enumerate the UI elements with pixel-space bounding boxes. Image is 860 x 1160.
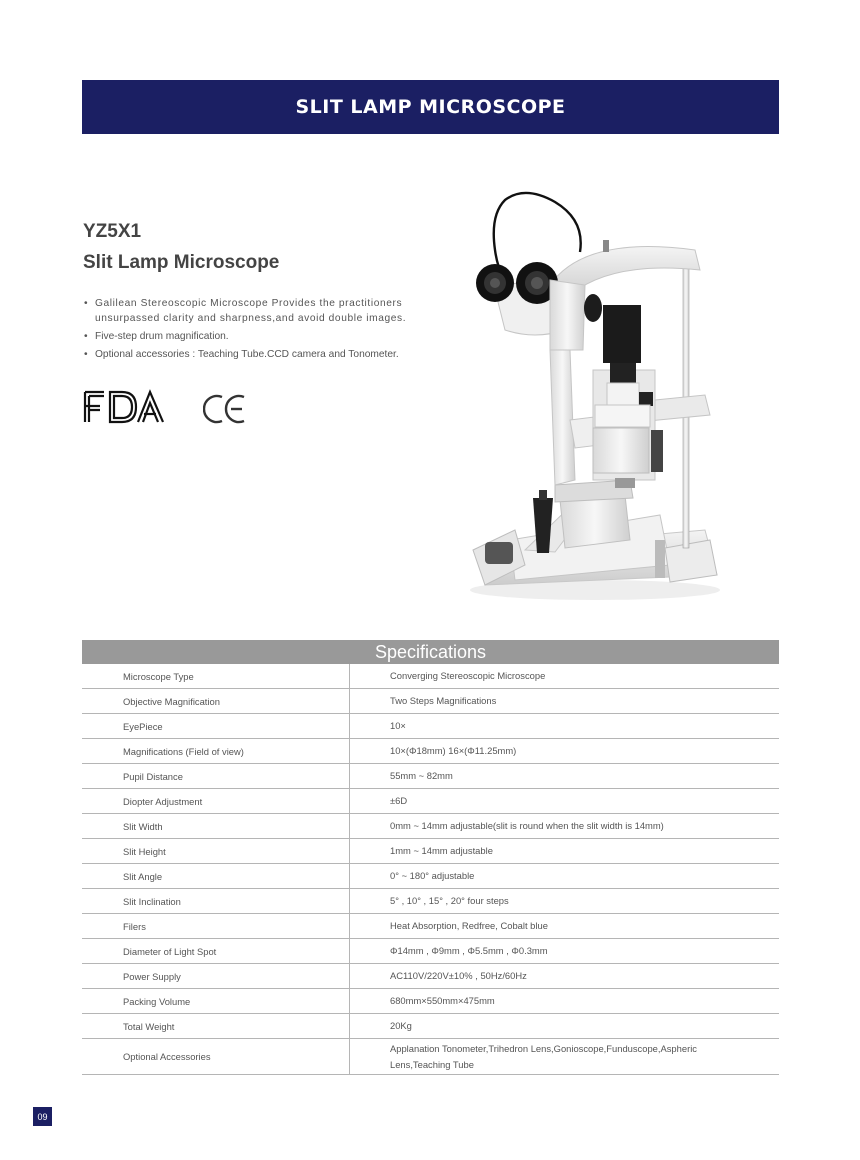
spec-row [82,864,779,889]
feature-list [84,296,454,365]
feature-item [84,296,454,326]
spec-label: Filers [82,914,350,939]
spec-label: Diameter of Light Spot [82,939,350,964]
spec-label: Slit Angle [82,864,350,889]
specifications-table [82,664,779,1075]
spec-label: Power Supply [82,964,350,989]
spec-row [82,739,779,764]
spec-value: 5° , 10° , 15° , 20° four steps [350,889,780,914]
spec-value: 0° ~ 180° adjustable [350,864,780,889]
specifications-body [82,664,779,1075]
slit-lamp-microscope-image [455,180,730,605]
spec-value: Converging Stereoscopic Microscope [350,664,780,689]
product-name: Slit Lamp Microscope [83,252,280,273]
bullet: • [84,298,88,309]
page-number-text: 09 [37,1111,48,1122]
spec-row [82,939,779,964]
specifications-header [82,640,779,664]
spec-value: 20Kg [350,1014,780,1039]
spec-row [82,789,779,814]
spec-value: ±6D [350,789,780,814]
spec-label: EyePiece [82,714,350,739]
page-number [33,1107,52,1126]
spec-label: Optional Accessories [82,1039,350,1075]
bullet: • [84,349,88,360]
spec-row [82,889,779,914]
spec-row [82,964,779,989]
feature-text: Optional accessories : Teaching Tube.CCD camera and Tonometer. [95,349,399,360]
specifications-title: Specifications [374,641,487,662]
spec-label: Pupil Distance [82,764,350,789]
spec-value: 1mm ~ 14mm adjustable [350,839,780,864]
spec-value: 55mm ~ 82mm [350,764,780,789]
fda-logo-icon [82,389,166,425]
spec-row [82,664,779,689]
ce-mark-icon [203,392,247,426]
spec-value: 10×(Φ18mm) 16×(Φ11.25mm) [350,739,780,764]
spec-label: Slit Width [82,814,350,839]
spec-value: 680mm×550mm×475mm [350,989,780,1014]
feature-text: Galilean Stereoscopic Microscope Provides the practitioners unsurpassed clarity and sharpness,and avoid double images. [95,298,407,324]
spec-label: Objective Magnification [82,689,350,714]
spec-value: Heat Absorption, Redfree, Cobalt blue [350,914,780,939]
spec-label: Packing Volume [82,989,350,1014]
feature-item [84,329,454,344]
spec-label: Magnifications (Field of view) [82,739,350,764]
spec-row [82,839,779,864]
spec-row [82,989,779,1014]
spec-label: Slit Inclination [82,889,350,914]
spec-value: Φ14mm , Φ9mm , Φ5.5mm , Φ0.3mm [350,939,780,964]
banner-title: SLIT LAMP MICROSCOPE [295,96,566,118]
spec-value: AC110V/220V±10% , 50Hz/60Hz [350,964,780,989]
feature-item [84,347,454,362]
spec-value: 0mm ~ 14mm adjustable(slit is round when the slit width is 14mm) [350,814,780,839]
spec-label: Total Weight [82,1014,350,1039]
spec-label: Diopter Adjustment [82,789,350,814]
feature-text: Five-step drum magnification. [95,331,229,342]
spec-label: Microscope Type [82,664,350,689]
spec-row [82,714,779,739]
spec-row [82,1014,779,1039]
page-banner [82,80,779,134]
spec-row [82,689,779,714]
spec-row [82,914,779,939]
spec-value: 10× [350,714,780,739]
spec-row [82,764,779,789]
spec-value: Two Steps Magnifications [350,689,780,714]
spec-row [82,814,779,839]
spec-row [82,1039,779,1075]
bullet: • [84,331,88,342]
spec-value: Applanation Tonometer,Trihedron Lens,Gonioscope,Funduscope,Aspheric Lens,Teaching Tube [350,1039,780,1075]
product-model: YZ5X1 [83,221,142,242]
spec-label: Slit Height [82,839,350,864]
